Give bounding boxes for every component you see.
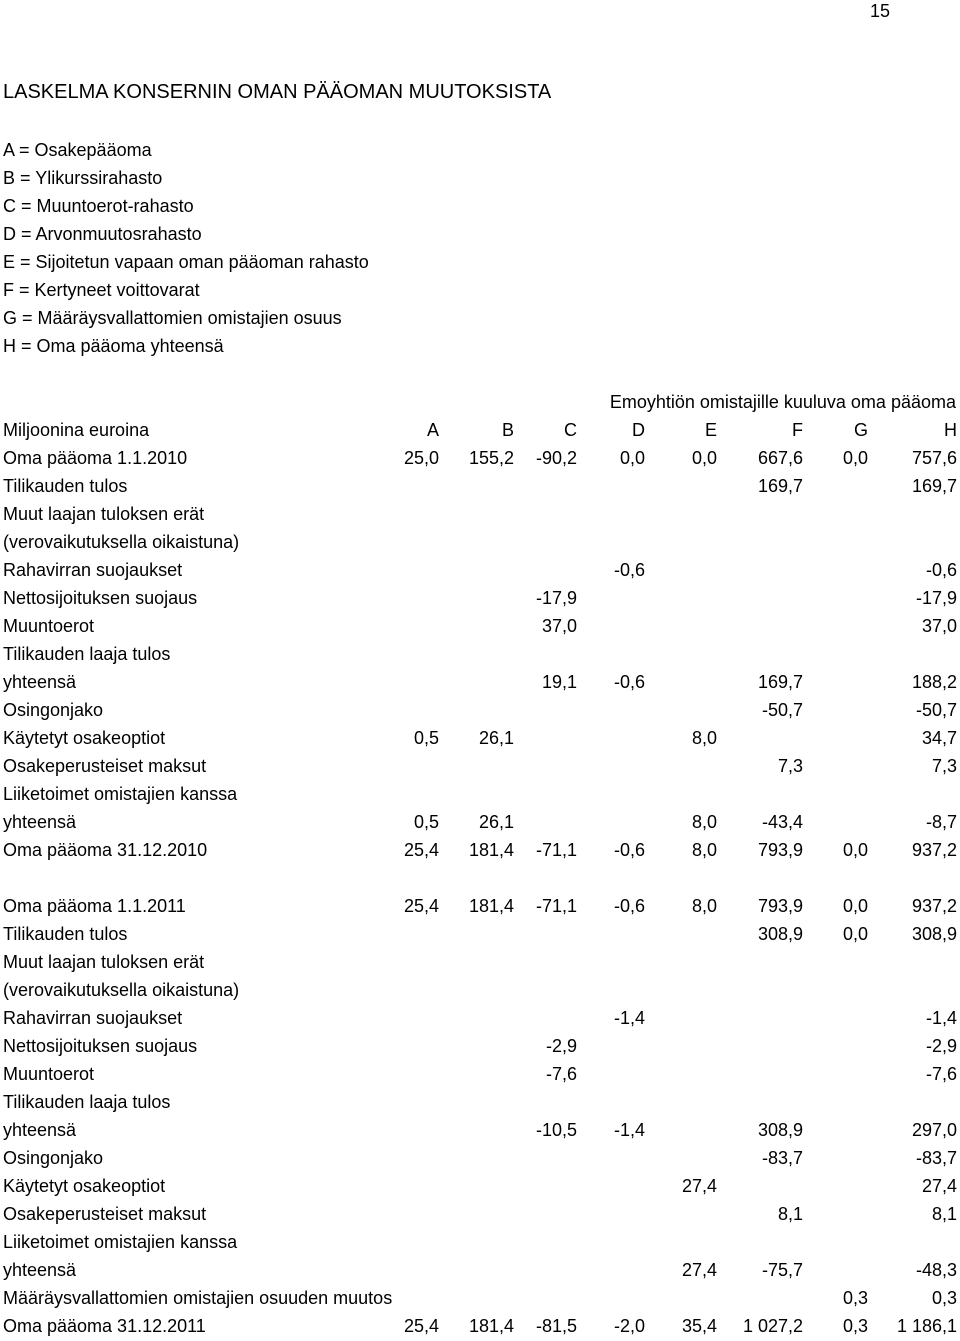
legend-item: B = Ylikurssirahasto [3, 168, 163, 188]
cell-f: 169,7 [757, 672, 803, 692]
cell-h: 27,4 [921, 1176, 957, 1196]
table-row [0, 528, 960, 556]
cell-d: -2,0 [613, 1316, 645, 1336]
table-row [0, 780, 960, 808]
table-row [0, 556, 960, 584]
cell-h: -2,9 [925, 1036, 957, 1056]
cell-h: 297,0 [911, 1120, 957, 1140]
row-label: (verovaikutuksella oikaistuna) [3, 532, 240, 552]
cell-a: 25,0 [403, 448, 439, 468]
cell-h: -8,7 [925, 812, 957, 832]
row-label: Tilikauden laaja tulos [3, 644, 171, 664]
table-row [0, 948, 960, 976]
cell-h: -0,6 [925, 560, 957, 580]
cell-a: 0,5 [413, 728, 439, 748]
cell-c: -10,5 [535, 1120, 577, 1140]
table-row [0, 1116, 960, 1144]
table-row [0, 444, 960, 472]
cell-h: 757,6 [911, 448, 957, 468]
cell-h: 7,3 [931, 756, 957, 776]
row-label: yhteensä [3, 1260, 77, 1280]
cell-c: 37,0 [541, 616, 577, 636]
row-label: Liiketoimet omistajien kanssa [3, 1232, 238, 1252]
cell-g: 0,3 [842, 1316, 868, 1336]
cell-f: 308,9 [757, 924, 803, 944]
column-header: B [501, 420, 514, 440]
cell-e: 27,4 [681, 1176, 717, 1196]
cell-h: -1,4 [925, 1008, 957, 1028]
legend-item: C = Muuntoerot-rahasto [3, 196, 194, 216]
legend-item: F = Kertyneet voittovarat [3, 280, 200, 300]
cell-h: 169,7 [911, 476, 957, 496]
row-label: Oma pääoma 1.1.2010 [3, 448, 188, 468]
cell-h: 8,1 [931, 1204, 957, 1224]
cell-f: -50,7 [761, 700, 803, 720]
table-row [0, 640, 960, 668]
table-row [0, 612, 960, 640]
cell-e: 8,0 [691, 896, 717, 916]
row-label: Osingonjako [3, 1148, 104, 1168]
cell-c: -71,1 [535, 896, 577, 916]
cell-f: -75,7 [761, 1260, 803, 1280]
cell-c: -71,1 [535, 840, 577, 860]
cell-g: 0,0 [842, 448, 868, 468]
cell-f: 667,6 [757, 448, 803, 468]
table-row [0, 808, 960, 836]
cell-g: 0,3 [842, 1288, 868, 1308]
column-header: A [426, 420, 439, 440]
cell-a: 25,4 [403, 1316, 439, 1336]
cell-b: 155,2 [468, 448, 514, 468]
table-block-2011 [0, 892, 960, 1340]
cell-d: -1,4 [613, 1008, 645, 1028]
table-row [0, 1060, 960, 1088]
table-row [0, 1088, 960, 1116]
table-row [0, 1256, 960, 1284]
row-label: Nettosijoituksen suojaus [3, 1036, 198, 1056]
cell-f: 308,9 [757, 1120, 803, 1140]
table-row [0, 1312, 960, 1340]
table-row [0, 1284, 960, 1312]
cell-f: -83,7 [761, 1148, 803, 1168]
legend-item: D = Arvonmuutosrahasto [3, 224, 202, 244]
block-spacer [0, 864, 960, 892]
table-row [0, 1144, 960, 1172]
table-row [0, 752, 960, 780]
row-label: Rahavirran suojaukset [3, 560, 183, 580]
cell-d: -0,6 [613, 560, 645, 580]
table-row [0, 976, 960, 1004]
cell-e: 35,4 [681, 1316, 717, 1336]
cell-h: -7,6 [925, 1064, 957, 1084]
table-row [0, 1200, 960, 1228]
cell-g: 0,0 [842, 840, 868, 860]
table-row [0, 836, 960, 864]
cell-e: 8,0 [691, 812, 717, 832]
cell-d: -0,6 [613, 840, 645, 860]
cell-f: -43,4 [761, 812, 803, 832]
cell-b: 181,4 [468, 840, 514, 860]
row-label: Käytetyt osakeoptiot [3, 728, 166, 748]
cell-h: 937,2 [911, 896, 957, 916]
cell-h: 937,2 [911, 840, 957, 860]
cell-h: -83,7 [915, 1148, 957, 1168]
legend-item: E = Sijoitetun vapaan oman pääoman rahasto [3, 252, 369, 272]
column-legend [3, 136, 369, 360]
cell-f: 8,1 [777, 1204, 803, 1224]
cell-f: 793,9 [757, 896, 803, 916]
cell-d: -1,4 [613, 1120, 645, 1140]
row-label: Nettosijoituksen suojaus [3, 588, 198, 608]
row-label: Oma pääoma 31.12.2010 [3, 840, 208, 860]
column-header: F [792, 420, 803, 440]
column-header: D [632, 420, 645, 440]
cell-f: 1 027,2 [742, 1316, 803, 1336]
cell-g: 0,0 [842, 896, 868, 916]
cell-a: 25,4 [403, 840, 439, 860]
cell-h: -17,9 [915, 588, 957, 608]
cell-e: 27,4 [681, 1260, 717, 1280]
cell-e: 8,0 [691, 728, 717, 748]
cell-b: 26,1 [478, 812, 514, 832]
cell-h: -50,7 [915, 700, 957, 720]
column-header: E [704, 420, 717, 440]
row-label: yhteensä [3, 1120, 77, 1140]
row-label: (verovaikutuksella oikaistuna) [3, 980, 240, 1000]
cell-g: 0,0 [842, 924, 868, 944]
cell-a: 25,4 [403, 896, 439, 916]
cell-d: 0,0 [619, 448, 645, 468]
cell-h: -48,3 [915, 1260, 957, 1280]
row-label: Rahavirran suojaukset [3, 1008, 183, 1028]
cell-f: 169,7 [757, 476, 803, 496]
row-label: Osakeperusteiset maksut [3, 1204, 207, 1224]
cell-e: 8,0 [691, 840, 717, 860]
cell-c: -90,2 [535, 448, 577, 468]
row-label: Muuntoerot [3, 616, 95, 636]
legend-item: H = Oma pääoma yhteensä [3, 336, 224, 356]
table-block-2010 [0, 444, 960, 864]
table-row [0, 668, 960, 696]
row-label: Oma pääoma 1.1.2011 [3, 896, 186, 916]
table-row [0, 500, 960, 528]
table-row [0, 920, 960, 948]
cell-h: 308,9 [911, 924, 957, 944]
row-label: Tilikauden tulos [3, 924, 128, 944]
table-row [0, 724, 960, 752]
table-row [0, 472, 960, 500]
cell-c: -17,9 [535, 588, 577, 608]
equity-changes-table [0, 416, 960, 1340]
cell-h: 34,7 [921, 728, 957, 748]
row-label: Muut laajan tuloksen erät [3, 504, 205, 524]
column-header: C [564, 420, 577, 440]
row-label: Osakeperusteiset maksut [3, 756, 207, 776]
cell-d: -0,6 [613, 672, 645, 692]
table-row [0, 696, 960, 724]
cell-h: 188,2 [911, 672, 957, 692]
row-label: Liiketoimet omistajien kanssa [3, 784, 238, 804]
row-label: Osingonjako [3, 700, 104, 720]
row-label: yhteensä [3, 812, 77, 832]
page-number: 15 [869, 1, 891, 21]
cell-e: 0,0 [691, 448, 717, 468]
cell-c: -7,6 [545, 1064, 577, 1084]
cell-f: 793,9 [757, 840, 803, 860]
legend-item: A = Osakepääoma [3, 140, 152, 160]
row-label: Tilikauden tulos [3, 476, 128, 496]
cell-d: -0,6 [613, 896, 645, 916]
cell-h: 1 186,1 [896, 1316, 957, 1336]
cell-h: 0,3 [931, 1288, 957, 1308]
cell-f: 7,3 [777, 756, 803, 776]
row-label: Muuntoerot [3, 1064, 95, 1084]
row-label: Tilikauden laaja tulos [3, 1092, 171, 1112]
column-header: G [853, 420, 868, 440]
cell-a: 0,5 [413, 812, 439, 832]
table-header-row [0, 416, 960, 444]
table-row [0, 1172, 960, 1200]
row-label: yhteensä [3, 672, 77, 692]
cell-c: -81,5 [535, 1316, 577, 1336]
row-label: Määräysvallattomien omistajien osuuden muutos [3, 1288, 393, 1308]
cell-b: 181,4 [468, 896, 514, 916]
unit-label: Miljoonina euroina [3, 420, 150, 440]
legend-item: G = Määräysvallattomien omistajien osuus [3, 308, 342, 328]
cell-c: 19,1 [541, 672, 577, 692]
table-row [0, 892, 960, 920]
table-row [0, 1228, 960, 1256]
column-header: H [944, 420, 957, 440]
row-label: Oma pääoma 31.12.2011 [3, 1316, 206, 1336]
row-label: Muut laajan tuloksen erät [3, 952, 205, 972]
table-row [0, 584, 960, 612]
cell-c: -2,9 [545, 1036, 577, 1056]
cell-b: 181,4 [468, 1316, 514, 1336]
row-label: Käytetyt osakeoptiot [3, 1176, 166, 1196]
table-row [0, 1004, 960, 1032]
table-row [0, 1032, 960, 1060]
group-heading: Emoyhtiön omistajille kuuluva oma pääoma [609, 392, 956, 412]
document-title: LASKELMA KONSERNIN OMAN PÄÄOMAN MUUTOKSISTA [3, 81, 552, 103]
cell-b: 26,1 [478, 728, 514, 748]
cell-h: 37,0 [921, 616, 957, 636]
